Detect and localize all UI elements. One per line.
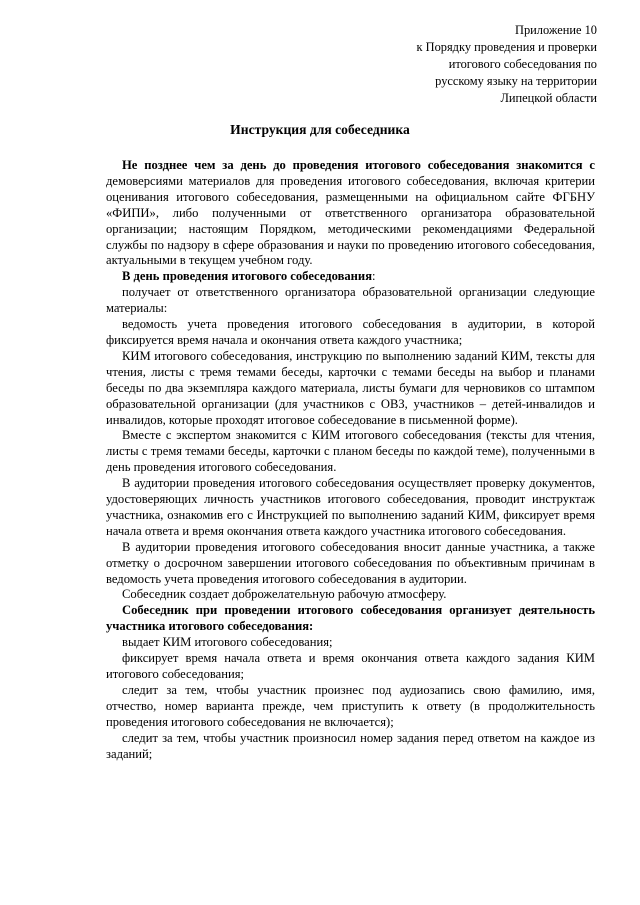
appendix-header (417, 22, 597, 107)
paragraph-10: Собеседник при проведении итогового собеседования организует деятельность участника итогового собеседования: (106, 603, 595, 634)
paragraph-12: фиксирует время начала ответа и время окончания ответа каждого задания КИМ итогового собеседования; (106, 651, 595, 681)
paragraph-8: В аудитории проведения итогового собеседования вносит данные участника, а также отметку о досрочном завершении итогового собеседования по объективным причинам в ведомость учета проведения итогового собеседования в аудитории. (106, 539, 595, 586)
document-body (106, 158, 595, 762)
paragraph-14: следит за тем, чтобы участник произносил номер задания перед ответом на каждое из заданий; (106, 730, 595, 761)
paragraph-11: выдает КИМ итогового собеседования; (122, 635, 333, 650)
paragraph-3: получает от ответственного организатора образовательной организации следующие материалы: (106, 285, 595, 316)
appendix-line-4: русскому языку на территории (435, 74, 597, 88)
paragraph-4: ведомость учета проведения итогового собеседования в аудитории, в которой фиксируется время начала и окончания ответа каждого участника; (106, 317, 595, 347)
appendix-line-3: итогового собеседования по (448, 57, 597, 71)
paragraph-5: КИМ итогового собеседования, инструкцию по выполнению заданий КИМ, тексты для чтения, листы с тремя темами беседы, карточки с темами беседы на выбор и планами беседы по два экземпляра каждого материала, листы бумаги для черновиков со штампом образовательной организации (для участников с ОВЗ, участников – детей-инвалидов и инвалидов, которые проходят итоговое собеседование в письменной форме). (106, 348, 595, 427)
document-title: Инструкция для собеседника (230, 122, 410, 137)
paragraph-1-text: демоверсиями материалов для проведения итогового собеседования, включая критерии оценивания итогового собеседования, размещенными на официальном сайте ФГБНУ «ФИПИ», либо полученными от ответственного организатора образовательной организации; настоящим Порядком, методическими рекомендациями Федеральной службы по надзору в сфере образования и науки по проведению итогового собеседования, актуальными в текущем учебном году. (106, 173, 595, 268)
paragraph-9: Собеседник создает доброжелательную рабочую атмосферу. (122, 587, 447, 602)
paragraph-13: следит за тем, чтобы участник произнес под аудиозапись свою фамилию, имя, отчество, номер варианта прежде, чем приступить к ответу (в продолжительность проведения итогового собеседования не включается); (106, 682, 595, 729)
paragraph-2-text: : (372, 269, 376, 284)
paragraph-7: В аудитории проведения итогового собеседования осуществляет проверку документов, удостоверяющих личность участников итогового собеседования, проводит инструктаж участника, ознакомив его с Инструкцией по выполнению заданий КИМ, фиксирует время начала ответа и время окончания ответа каждого участника итогового собеседования. (106, 476, 595, 538)
paragraph-2 (106, 269, 595, 285)
appendix-line-5: Липецкой области (500, 91, 597, 105)
paragraph-1-bold: Не позднее чем за день до проведения итогового собеседования знакомится с (122, 158, 595, 172)
appendix-number: Приложение 10 (515, 23, 597, 37)
paragraph-2-bold: В день проведения итогового собеседования (122, 269, 373, 284)
paragraph-1 (106, 158, 595, 269)
paragraph-6: Вместе с экспертом знакомится с КИМ итогового собеседования (тексты для чтения, листы с тремя темами беседы, карточки с планом беседы по каждой теме), полученными в день проведения итогового собеседования. (106, 428, 595, 475)
appendix-line-2: к Порядку проведения и проверки (416, 40, 597, 54)
